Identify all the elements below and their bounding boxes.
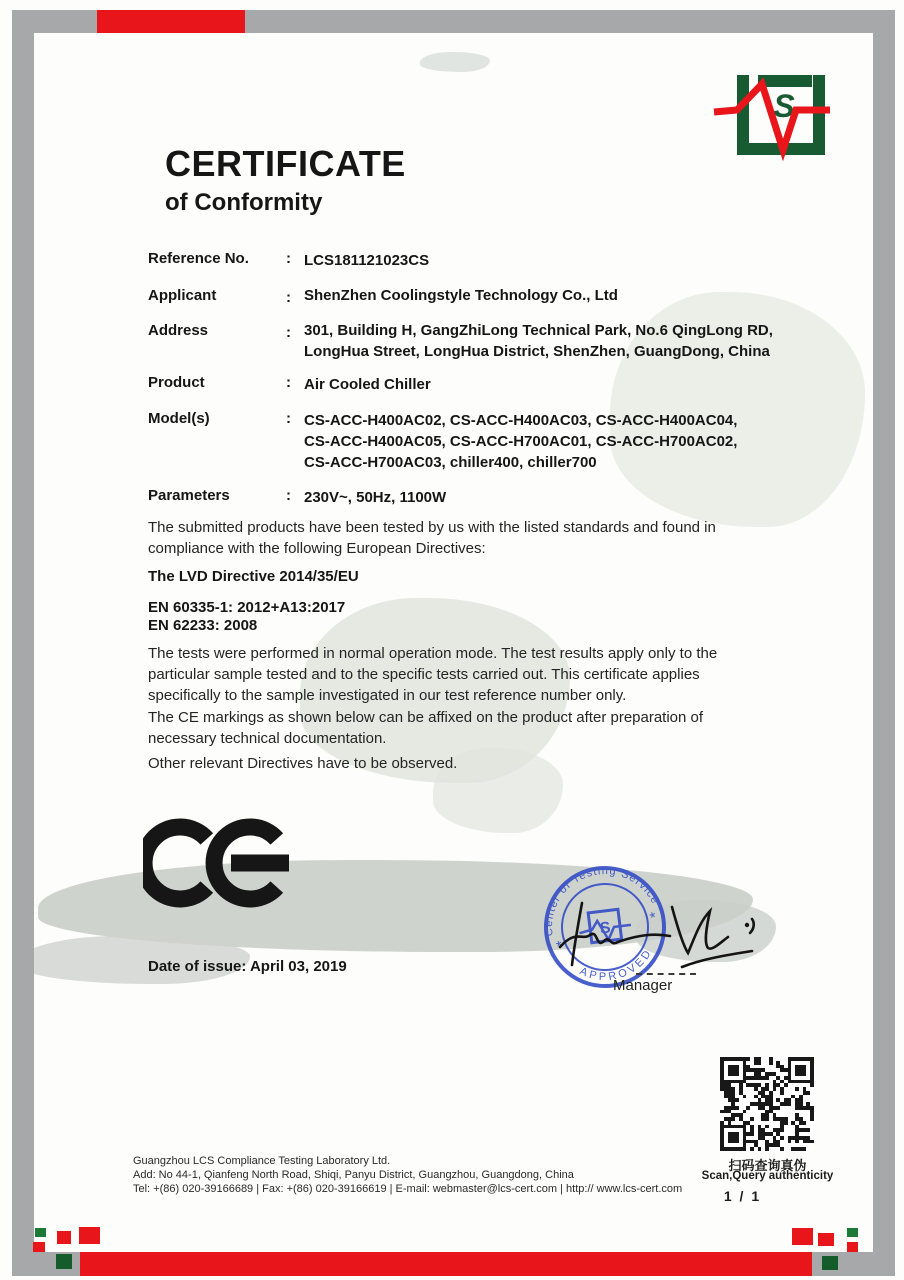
field-colon: : bbox=[286, 289, 291, 306]
field-colon: : bbox=[286, 487, 291, 504]
signature-line bbox=[636, 973, 696, 975]
field-label: Address bbox=[148, 322, 209, 339]
field-label: Reference No. bbox=[148, 250, 249, 267]
field-value-applicant: ShenZhen Coolingstyle Technology Co., Ltd bbox=[304, 287, 618, 304]
frame-right bbox=[873, 10, 895, 1276]
certificate-subtitle: of Conformity bbox=[165, 189, 323, 216]
intro-paragraph: The submitted products have been tested by us with the listed standards and found in compliance with the following European Directives: bbox=[148, 519, 716, 557]
stamp-star-right: * bbox=[648, 908, 659, 927]
field-value-product: Air Cooled Chiller bbox=[304, 376, 431, 393]
standard-line-1: EN 60335-1: 2012+A13:2017 bbox=[148, 599, 346, 616]
field-value-parameters: 230V~, 50Hz, 1100W bbox=[304, 489, 447, 506]
footer-company: Guangzhou LCS Compliance Testing Laboratory Ltd. bbox=[133, 1155, 391, 1167]
lcs-logo-letter: S bbox=[773, 88, 795, 124]
field-label: Product bbox=[148, 374, 205, 391]
date-of-issue: Date of issue: April 03, 2019 bbox=[148, 958, 347, 975]
ce-mark-icon bbox=[143, 810, 298, 918]
field-value-reference-no: LCS181121023CS bbox=[304, 252, 430, 269]
decor-square bbox=[33, 1242, 45, 1252]
footer-contact: Tel: +(86) 020-39166689 | Fax: +(86) 020-39166619 | E-mail: webmaster@lcs-cert.com | http:// www.lcs-cert.com bbox=[133, 1183, 683, 1195]
other-note-paragraph: Other relevant Directives have to be observed. bbox=[148, 755, 458, 772]
stamp-star-left: * bbox=[554, 937, 565, 956]
frame-bottom-red-segment bbox=[80, 1252, 812, 1276]
ce-note-paragraph: The CE markings as shown below can be affixed on the product after preparation of necessary technical documentation. bbox=[148, 709, 704, 747]
qr-caption-en: Scan,Query authenticity bbox=[701, 1170, 834, 1182]
field-label: Applicant bbox=[148, 287, 217, 304]
certificate-title: CERTIFICATE bbox=[165, 143, 406, 184]
footer-address: Add: No 44-1, Qianfeng North Road, Shiqi, Panyu District, Guangzhou, Guangdong, China bbox=[133, 1169, 574, 1181]
manager-signature bbox=[552, 895, 767, 990]
field-colon: : bbox=[286, 250, 291, 267]
page-indicator: 1 / 1 bbox=[723, 1188, 762, 1204]
standard-line-2: EN 62233: 2008 bbox=[148, 617, 258, 634]
field-value-models: CS-ACC-H400AC02, CS-ACC-H400AC03, CS-ACC-H400AC04, CS-ACC-H400AC05, CS-ACC-H700AC01, CS-ACC-H700AC02, CS-ACC-H700AC03, chiller400, chiller700 bbox=[304, 412, 738, 471]
field-label: Model(s) bbox=[148, 410, 210, 427]
decor-square bbox=[35, 1228, 46, 1237]
frame-left bbox=[12, 10, 34, 1276]
decor-square bbox=[792, 1228, 813, 1245]
qr-code bbox=[720, 1057, 814, 1151]
decor-square bbox=[822, 1256, 838, 1270]
stamp-arc-bottom-text: APPROVED bbox=[577, 946, 656, 984]
frame-top-red-segment bbox=[97, 10, 245, 33]
field-colon: : bbox=[286, 324, 291, 341]
decor-square bbox=[818, 1233, 834, 1246]
signer-title: Manager bbox=[613, 977, 673, 994]
decor-square bbox=[79, 1227, 100, 1244]
field-colon: : bbox=[286, 410, 291, 427]
stamp-center-letter: S bbox=[598, 919, 612, 938]
directive-line: The LVD Directive 2014/35/EU bbox=[148, 568, 359, 585]
decor-square bbox=[57, 1231, 71, 1244]
tests-note-paragraph: The tests were performed in normal operation mode. The test results apply only to the particular sample tested and to the specific tests carried out. This certificate applies specifically to the sample investigated in our test reference number only. bbox=[148, 645, 718, 704]
stamp-arc-top-text: Center of Testing Service bbox=[542, 865, 662, 937]
lcs-logo-icon bbox=[712, 70, 832, 162]
field-colon: : bbox=[286, 374, 291, 391]
lcs-logo-pulse-line bbox=[714, 84, 830, 150]
map-watermark bbox=[420, 52, 490, 72]
decor-square bbox=[847, 1242, 858, 1252]
field-value-address: 301, Building H, GangZhiLong Technical Park, No.6 QingLong RD, LongHua Street, LongHua District, ShenZhen, GuangDong, China bbox=[304, 322, 773, 360]
field-label: Parameters bbox=[148, 487, 230, 504]
qr-caption-cn: 扫码查询真伪 bbox=[728, 1158, 807, 1173]
decor-square bbox=[56, 1254, 72, 1269]
decor-square bbox=[847, 1228, 858, 1237]
